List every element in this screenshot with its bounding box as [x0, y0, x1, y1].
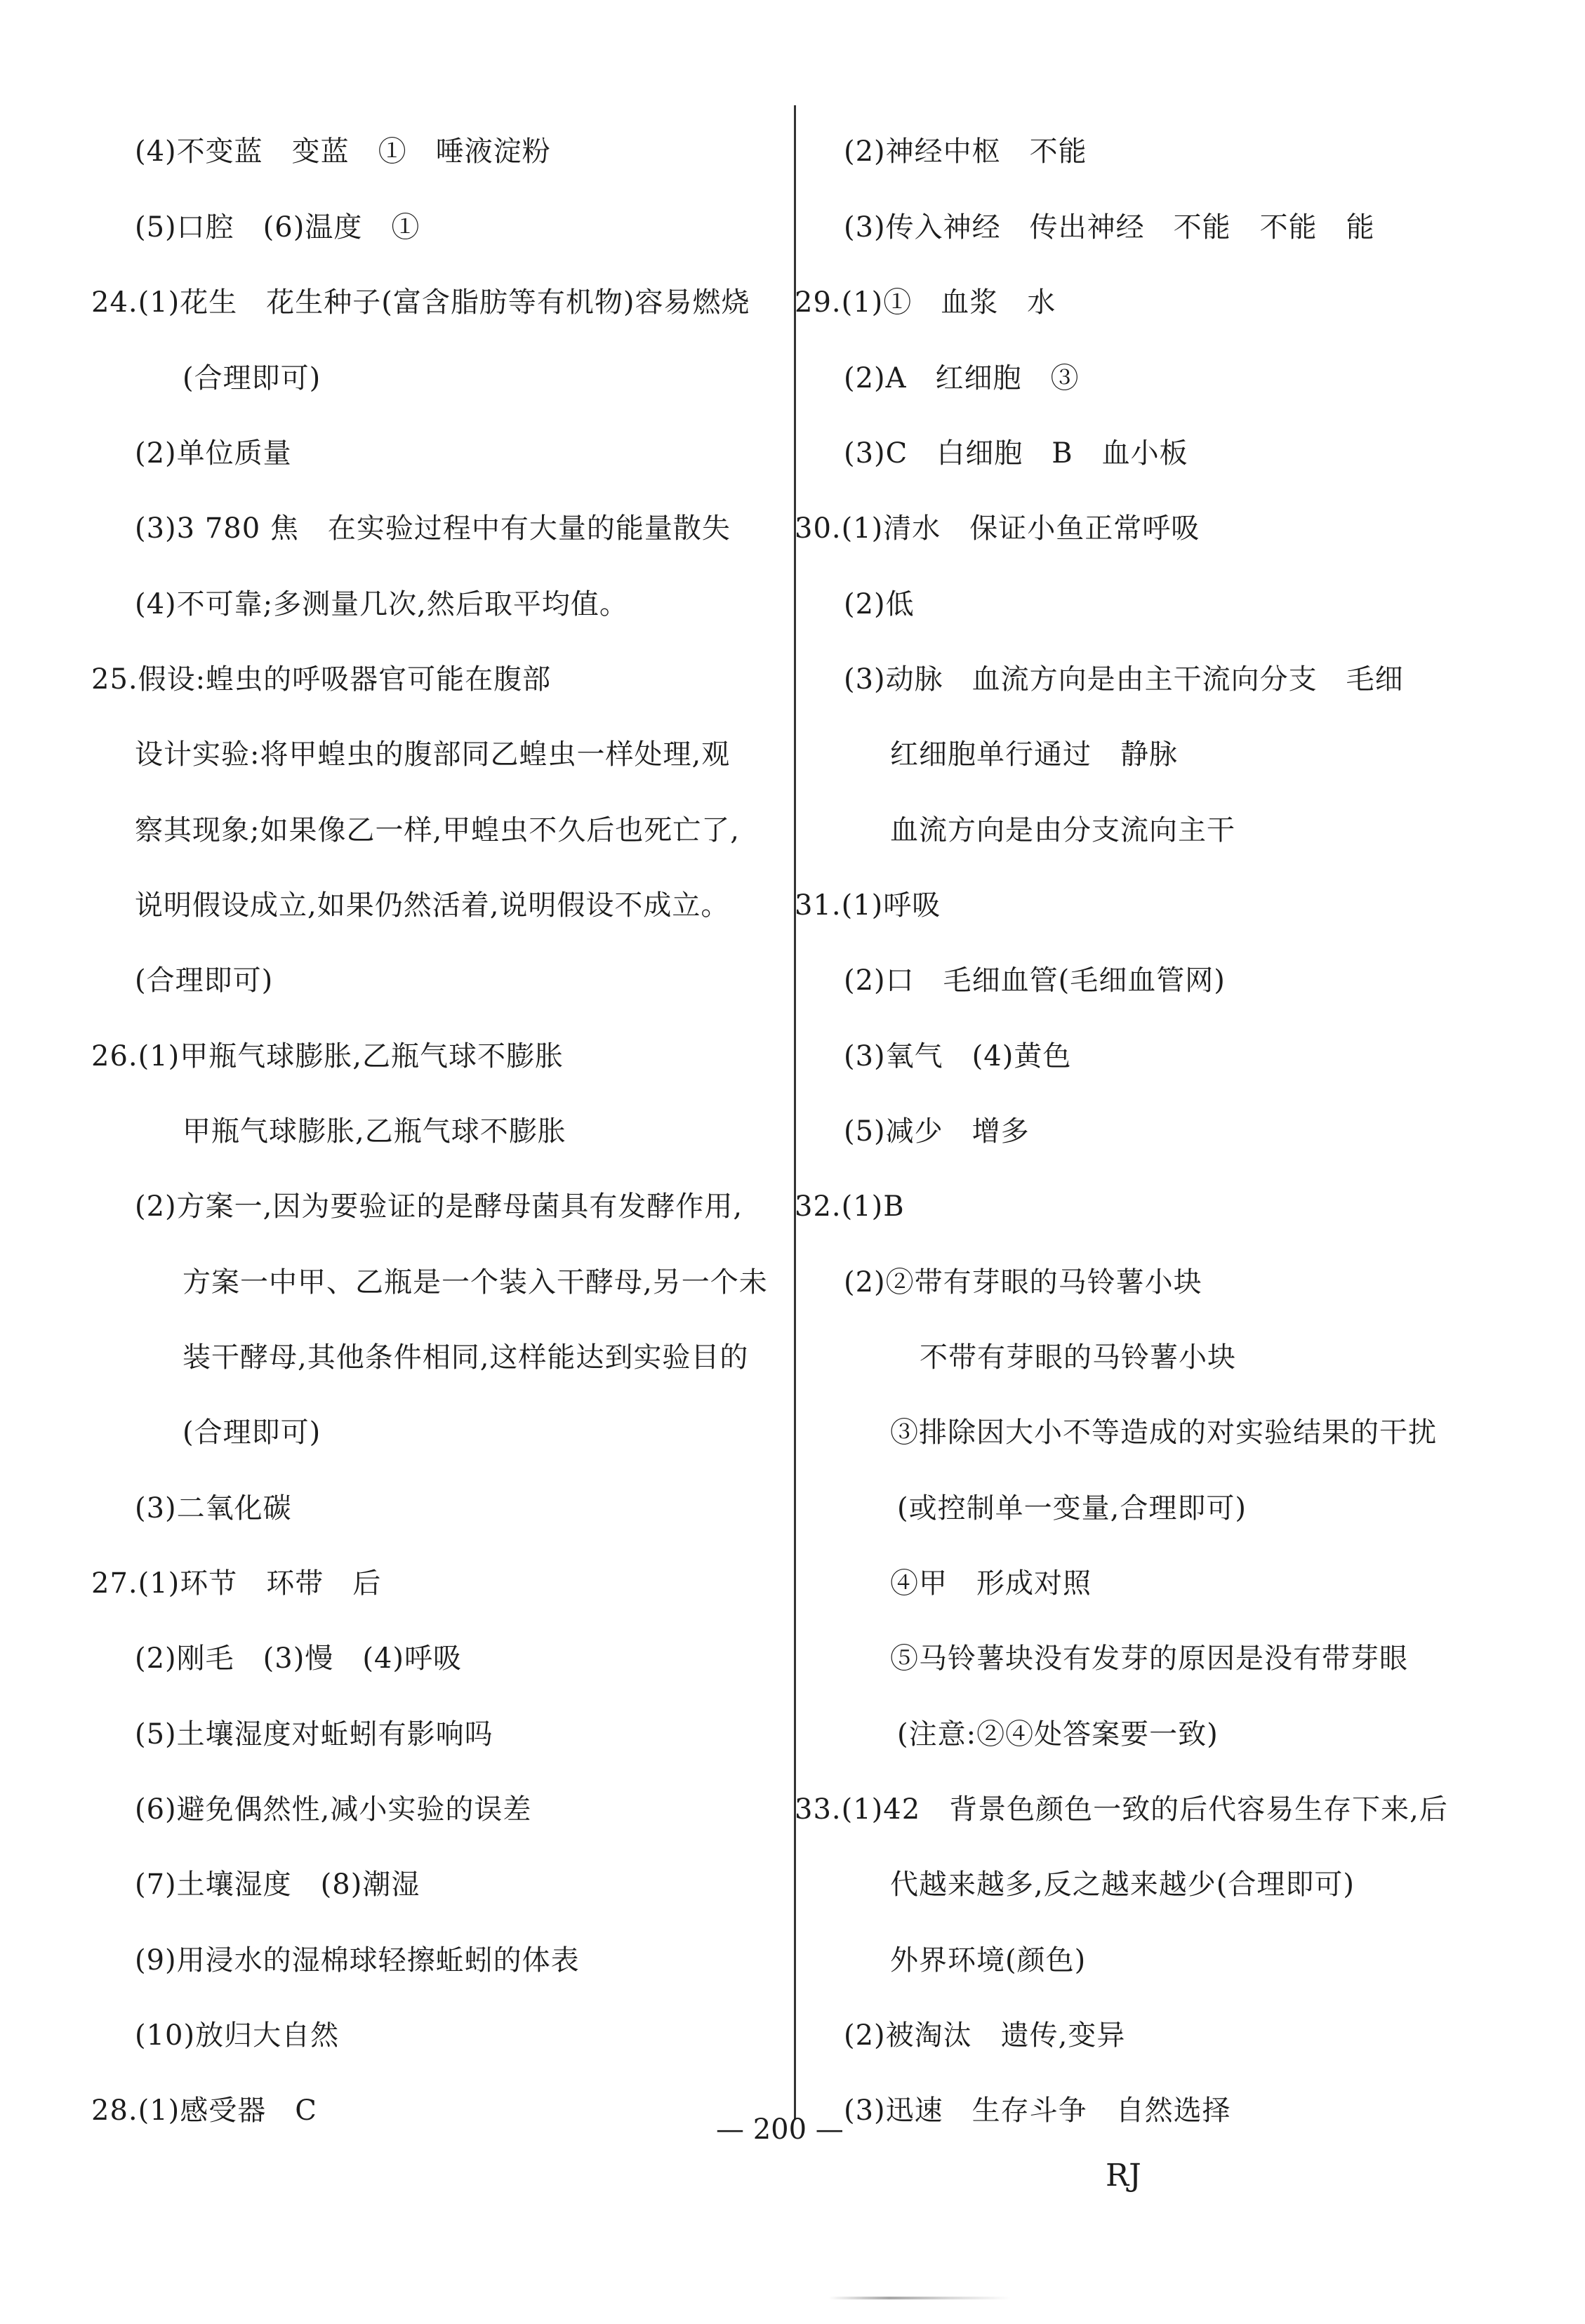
answer-line: 29.(1)① 血浆 水	[795, 286, 1056, 319]
answer-line: (5)减少 增多	[844, 1115, 1030, 1148]
answer-line: 24.(1)花生 花生种子(富含脂肪等有机物)容易燃烧	[91, 286, 750, 319]
page-number: — 200 —	[716, 2113, 844, 2146]
answer-line: 不带有芽眼的马铃薯小块	[920, 1341, 1236, 1374]
answer-line: 察其现象;如果像乙一样,甲蝗虫不久后也死亡了,	[135, 814, 740, 846]
answer-line: (2)单位质量	[135, 437, 292, 470]
answer-line: 代越来越多,反之越来越少(合理即可)	[890, 1868, 1355, 1901]
answer-line: 33.(1)42 背景色颜色一致的后代容易生存下来,后	[795, 1793, 1448, 1826]
answer-line: (合理即可)	[135, 964, 274, 997]
answer-line: (7)土壤湿度 (8)潮湿	[135, 1868, 420, 1901]
answer-line: (2)神经中枢 不能	[844, 135, 1087, 168]
answer-line: 27.(1)环节 环带 后	[91, 1567, 382, 1600]
answer-line: (10)放归大自然	[135, 2019, 340, 2052]
answer-line: (3)迅速 生存斗争 自然选择	[844, 2094, 1231, 2127]
answer-line: 28.(1)感受器 C	[91, 2094, 317, 2127]
answer-line: 30.(1)清水 保证小鱼正常呼吸	[795, 512, 1200, 545]
answer-line: 甲瓶气球膨胀,乙瓶气球不膨胀	[183, 1115, 566, 1148]
answer-line: 红细胞单行通过 静脉	[890, 738, 1178, 771]
answer-line: ④甲 形成对照	[890, 1567, 1092, 1600]
answer-line: (或控制单一变量,合理即可)	[897, 1492, 1247, 1525]
answer-line: 25.假设:蝗虫的呼吸器官可能在腹部	[91, 663, 552, 696]
answer-line: (3)二氧化碳	[135, 1492, 292, 1525]
answer-line: (9)用浸水的湿棉球轻擦蚯蚓的体表	[135, 1944, 580, 1977]
answer-line: (4)不变蓝 变蓝 ① 唾液淀粉	[135, 135, 551, 168]
answer-line: (3)传入神经 传出神经 不能 不能 能	[844, 211, 1375, 244]
answer-line: 26.(1)甲瓶气球膨胀,乙瓶气球不膨胀	[91, 1040, 564, 1073]
answer-line: (2)被淘汰 遗传,变异	[844, 2019, 1126, 2052]
answer-line: (4)不可靠;多测量几次,然后取平均值。	[135, 588, 628, 620]
answer-line: 血流方向是由分支流向主干	[890, 814, 1235, 846]
answer-line: (2)刚毛 (3)慢 (4)呼吸	[135, 1642, 462, 1675]
answer-line: 装干酵母,其他条件相同,这样能达到实验目的	[183, 1341, 749, 1374]
scan-smudge	[828, 2297, 1011, 2299]
answer-line: (5)口腔 (6)温度 ①	[135, 211, 420, 244]
answer-line: 31.(1)呼吸	[795, 889, 941, 922]
answer-line: (2)②带有芽眼的马铃薯小块	[844, 1266, 1202, 1299]
answer-line: (2)低	[844, 588, 915, 620]
answer-line: (注意:②④处答案要一致)	[897, 1718, 1219, 1751]
answer-line: (3)动脉 血流方向是由主干流向分支 毛细	[844, 663, 1404, 696]
answer-line: (合理即可)	[183, 362, 321, 394]
answer-line: ⑤马铃薯块没有发芽的原因是没有带芽眼	[890, 1642, 1408, 1675]
answer-line: (3)氧气 (4)黄色	[844, 1040, 1072, 1073]
edition-mark: RJ	[1106, 2158, 1141, 2193]
answer-line: 设计实验:将甲蝗虫的腹部同乙蝗虫一样处理,观	[135, 738, 731, 771]
answer-line: (5)土壤湿度对蚯蚓有影响吗	[135, 1718, 493, 1751]
answer-line: (3)3 780 焦 在实验过程中有大量的能量散失	[135, 512, 731, 545]
answer-line: (合理即可)	[183, 1416, 321, 1449]
answer-line: (2)口 毛细血管(毛细血管网)	[844, 964, 1226, 997]
answer-line: 方案一中甲、乙瓶是一个装入干酵母,另一个未	[183, 1266, 768, 1299]
answer-line: ③排除因大小不等造成的对实验结果的干扰	[890, 1416, 1437, 1449]
answer-line: 32.(1)B	[795, 1190, 905, 1223]
answer-line: (6)避免偶然性,减小实验的误差	[135, 1793, 532, 1826]
answer-line: (2)方案一,因为要验证的是酵母菌具有发酵作用,	[135, 1190, 743, 1223]
answer-line: (2)A 红细胞 ③	[844, 362, 1080, 394]
answer-line: (3)C 白细胞 B 血小板	[844, 437, 1188, 470]
answer-line: 说明假设成立,如果仍然活着,说明假设不成立。	[135, 889, 730, 922]
answer-line: 外界环境(颜色)	[890, 1944, 1087, 1977]
